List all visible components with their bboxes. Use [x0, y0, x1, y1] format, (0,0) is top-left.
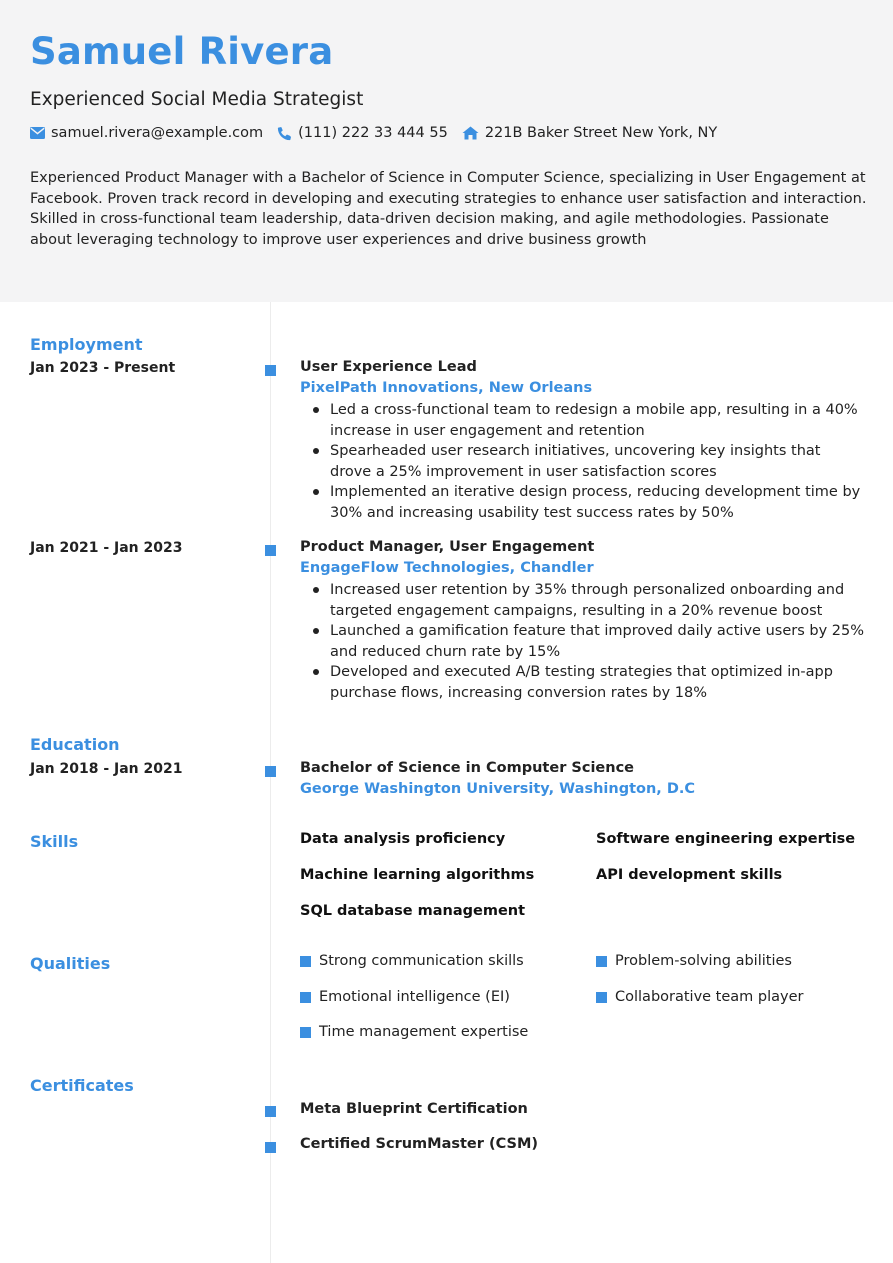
quality-text: Problem-solving abilities	[615, 953, 792, 969]
quality-item	[596, 989, 804, 1005]
email-text: samuel.rivera@example.com	[51, 125, 264, 141]
certificate-item: Certified ScrumMaster (CSM)	[300, 1136, 539, 1152]
quality-text: Collaborative team player	[615, 989, 804, 1005]
home-icon	[462, 126, 479, 140]
education-dates: Jan 2018 - Jan 2021	[30, 761, 183, 777]
education-degree: Bachelor of Science in Computer Science	[300, 760, 634, 776]
job-1-company: PixelPath Innovations, New Orleans	[300, 380, 593, 396]
timeline-marker	[265, 1142, 276, 1153]
job-2-bullets	[300, 580, 865, 704]
timeline-marker	[265, 766, 276, 777]
skill-item: Machine learning algorithms	[300, 867, 535, 883]
job-1-dates: Jan 2023 - Present	[30, 360, 176, 376]
phone-contact[interactable]	[277, 125, 448, 141]
list-item: Developed and executed A/B testing strategies that optimized in-app purchase flows, increasing conversion rates by 18%	[300, 662, 865, 703]
square-bullet-icon	[596, 956, 607, 967]
contact-row	[30, 125, 731, 141]
skill-item: API development skills	[596, 867, 783, 883]
quality-text: Emotional intelligence (EI)	[319, 989, 510, 1005]
square-bullet-icon	[300, 956, 311, 967]
job-1-role: User Experience Lead	[300, 359, 477, 375]
list-item: Led a cross-functional team to redesign a mobile app, resulting in a 40% increase in user engagement and retention	[300, 400, 865, 441]
address-text: 221B Baker Street New York, NY	[484, 125, 718, 141]
headline: Experienced Social Media Strategist	[30, 89, 364, 110]
summary-paragraph: Experienced Product Manager with a Bachelor of Science in Computer Science, specializing in User Engagement at Facebook. Proven track record in developing and executing strategies to enhance user satisfaction and interaction. Skilled in cross-functional team leadership, data-driven decision making, and agile methodologies. Passionate about leveraging technology to improve user experiences and drive business growth	[30, 170, 867, 248]
header	[0, 0, 893, 302]
job-2-dates: Jan 2021 - Jan 2023	[30, 540, 183, 556]
envelope-icon	[30, 127, 45, 139]
email-contact[interactable]	[30, 125, 263, 141]
skill-item: Data analysis proficiency	[300, 831, 506, 847]
square-bullet-icon	[300, 1027, 311, 1038]
candidate-name: Samuel Rivera	[30, 30, 334, 73]
skill-item: Software engineering expertise	[596, 831, 856, 847]
quality-item	[300, 989, 510, 1005]
timeline-marker	[265, 545, 276, 556]
phone-text: (111) 222 33 444 55	[298, 125, 448, 141]
job-1-bullets	[300, 400, 865, 524]
education-heading: Education	[30, 735, 120, 754]
qualities-heading: Qualities	[30, 954, 111, 973]
employment-heading: Employment	[30, 335, 143, 354]
quality-item	[596, 953, 792, 969]
quality-text: Strong communication skills	[319, 953, 524, 969]
list-item: Spearheaded user research initiatives, uncovering key insights that drove a 25% improvement in user satisfaction scores	[300, 441, 865, 482]
square-bullet-icon	[596, 992, 607, 1003]
timeline-divider	[270, 302, 271, 1263]
square-bullet-icon	[300, 992, 311, 1003]
skills-heading: Skills	[30, 832, 79, 851]
list-item: Launched a gamification feature that improved daily active users by 25% and reduced churn rate by 15%	[300, 621, 865, 662]
phone-icon	[277, 126, 292, 141]
list-item: Increased user retention by 35% through personalized onboarding and targeted engagement campaigns, resulting in a 20% revenue boost	[300, 580, 865, 621]
skill-item: SQL database management	[300, 903, 526, 919]
education-school: George Washington University, Washington, D.C	[300, 781, 696, 797]
quality-item	[300, 1024, 528, 1040]
timeline-marker	[265, 365, 276, 376]
certificate-item: Meta Blueprint Certification	[300, 1101, 528, 1117]
address-contact	[462, 125, 717, 141]
timeline-marker	[265, 1106, 276, 1117]
quality-item	[300, 953, 524, 969]
certificates-heading: Certificates	[30, 1076, 134, 1095]
job-2-company: EngageFlow Technologies, Chandler	[300, 560, 594, 576]
quality-text: Time management expertise	[319, 1024, 529, 1040]
list-item: Implemented an iterative design process, reducing development time by 30% and increasing usability test success rates by 50%	[300, 482, 865, 523]
job-2-role: Product Manager, User Engagement	[300, 539, 595, 555]
